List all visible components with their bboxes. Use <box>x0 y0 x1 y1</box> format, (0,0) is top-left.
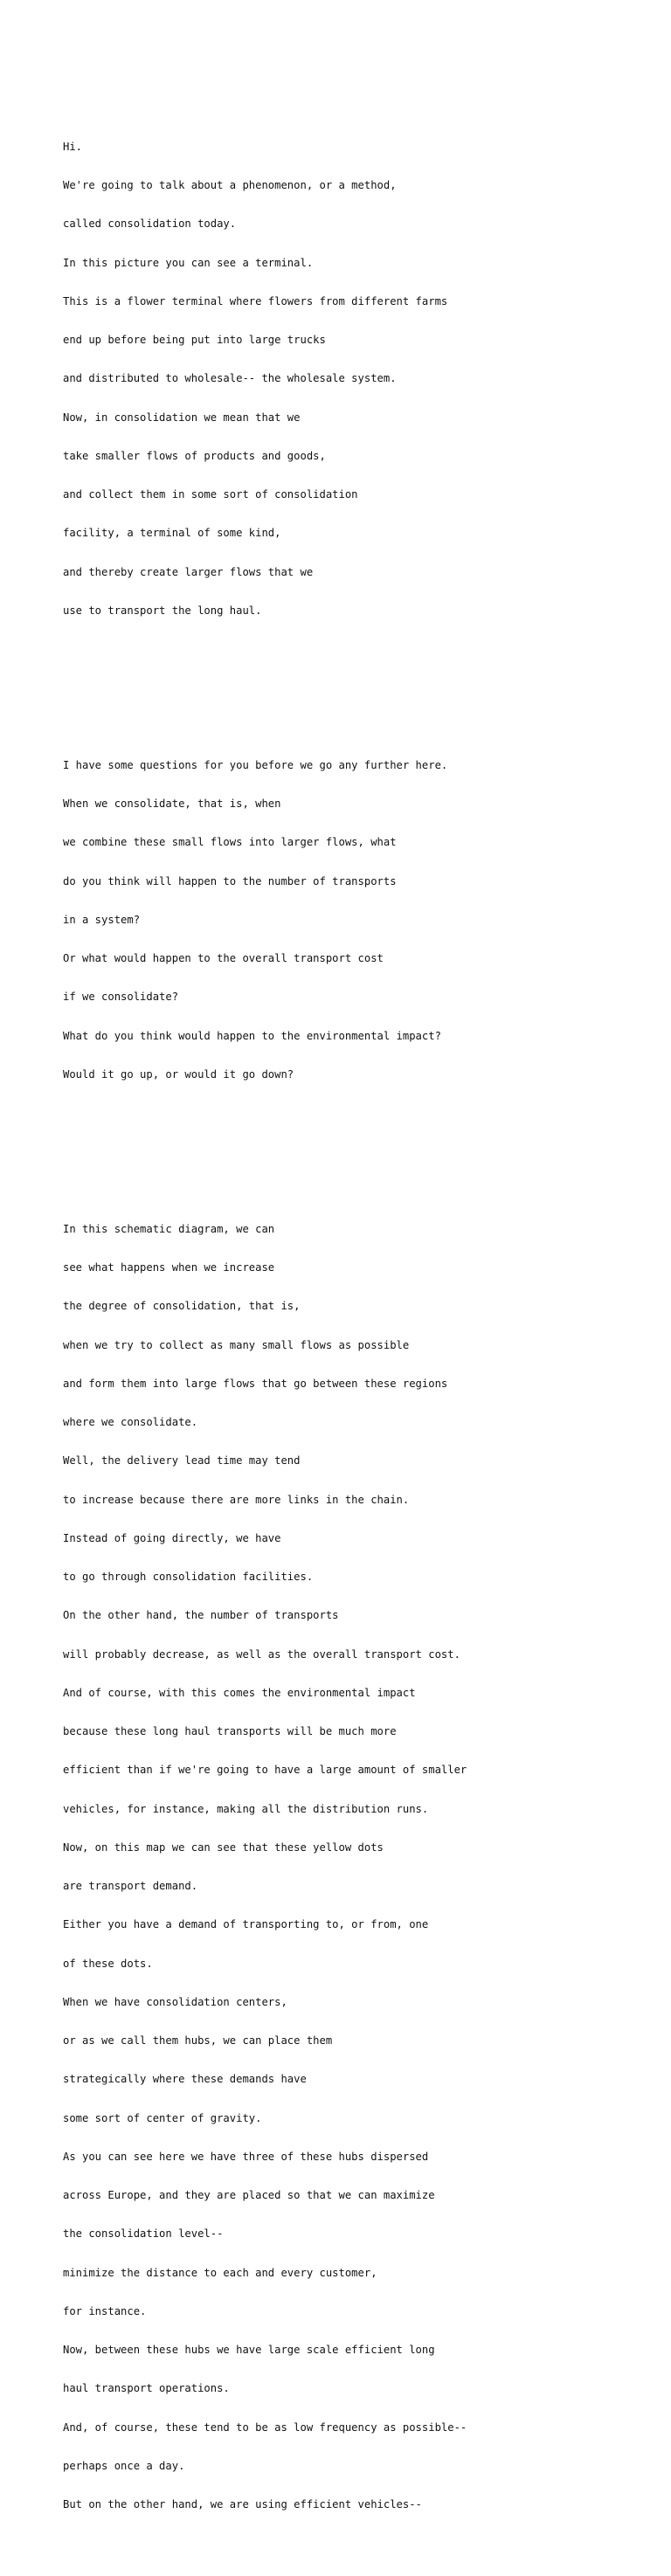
text-line: to increase because there are more links in the chain. <box>63 1493 410 1506</box>
text-line: facility, a terminal of some kind, <box>63 527 281 540</box>
text-line: do you think will happen to the number of transports <box>63 874 397 887</box>
text-line: and distributed to wholesale-- the wholesale system. <box>63 372 397 385</box>
text-line: when we try to collect as many small flows as possible <box>63 1338 410 1351</box>
text-line: efficient than if we're going to have a large amount of smaller <box>63 1764 467 1777</box>
text-line: Now, between these hubs we have large scale efficient long <box>63 2344 435 2356</box>
text-line: This is a flower terminal where flowers from different farms <box>63 294 448 307</box>
text-line: When we have consolidation centers, <box>63 1995 287 2008</box>
text-line: Instead of going directly, we have <box>63 1531 281 1544</box>
text-line: In this picture you can see a terminal. <box>63 256 314 269</box>
text-line: or as we call them hubs, we can place them <box>63 2034 333 2047</box>
text-line: vehicles, for instance, making all the distribution runs. <box>63 1802 429 1815</box>
text-line: across Europe, and they are placed so that we can maximize <box>63 2189 435 2201</box>
text-line: the consolidation level-- <box>63 2227 224 2241</box>
paragraph-gap <box>63 681 657 694</box>
text-line: What do you think would happen to the environmental impact? <box>63 1029 441 1042</box>
text-line: to go through consolidation facilities. <box>63 1571 314 1583</box>
paragraph-2 <box>63 733 657 1107</box>
text-line: strategically where these demands have <box>63 2073 307 2086</box>
text-line: On the other hand, the number of transports <box>63 1609 339 1622</box>
text-line: Or what would happen to the overall transport cost <box>63 952 384 964</box>
text-line: if we consolidate? <box>63 991 179 1004</box>
text-line: in a system? <box>63 913 141 926</box>
text-line: Well, the delivery lead time may tend <box>63 1454 301 1468</box>
transcript-text <box>63 76 657 2576</box>
text-line: use to transport the long haul. <box>63 604 262 617</box>
text-line: Hi. <box>63 140 83 153</box>
text-line: end up before being put into large trucks <box>63 334 326 346</box>
text-line: will probably decrease, as well as the overall transport cost. <box>63 1647 460 1661</box>
text-line: and collect them in some sort of consolidation <box>63 488 358 501</box>
text-line: Now, on this map we can see that these yellow dots <box>63 1840 384 1854</box>
text-line: called consolidation today. <box>63 218 237 231</box>
text-line: for instance. <box>63 2304 147 2317</box>
text-line: where we consolidate. <box>63 1416 198 1428</box>
text-line: When we consolidate, that is, when <box>63 798 281 810</box>
text-line: Now, in consolidation we mean that we <box>63 411 301 424</box>
text-line: minimize the distance to each and every customer, <box>63 2266 377 2279</box>
text-line: And of course, with this comes the environmental impact <box>63 1686 416 1699</box>
text-line: because these long haul transports will be much more <box>63 1725 397 1737</box>
paragraph-gap <box>63 1145 657 1158</box>
text-line: In this schematic diagram, we can <box>63 1222 275 1235</box>
text-line: And, of course, these tend to be as low frequency as possible-- <box>63 2421 467 2434</box>
paragraph-1 <box>63 114 657 643</box>
text-line: Either you have a demand of transporting to, or from, one <box>63 1918 429 1931</box>
text-line: Would it go up, or would it go down? <box>63 1067 294 1081</box>
text-line: the degree of consolidation, that is, <box>63 1300 301 1313</box>
text-line: But on the other hand, we are using efficient vehicles-- <box>63 2498 422 2510</box>
text-line: we combine these small flows into larger flows, what <box>63 836 397 849</box>
text-line: and form them into large flows that go between these regions <box>63 1377 448 1390</box>
text-line: see what happens when we increase <box>63 1261 275 1274</box>
text-line: haul transport operations. <box>63 2382 230 2395</box>
text-line: and thereby create larger flows that we <box>63 565 314 578</box>
text-line: some sort of center of gravity. <box>63 2111 262 2124</box>
text-line: of these dots. <box>63 1957 153 1970</box>
text-line: perhaps once a day. <box>63 2459 185 2472</box>
text-line: take smaller flows of products and goods, <box>63 449 326 462</box>
text-line: I have some questions for you before we go any further here. <box>63 758 448 771</box>
text-line: We're going to talk about a phenomenon, or a method, <box>63 179 397 191</box>
paragraph-3 <box>63 1197 657 2537</box>
text-line: As you can see here we have three of these hubs dispersed <box>63 2150 429 2163</box>
text-line: are transport demand. <box>63 1880 198 1892</box>
